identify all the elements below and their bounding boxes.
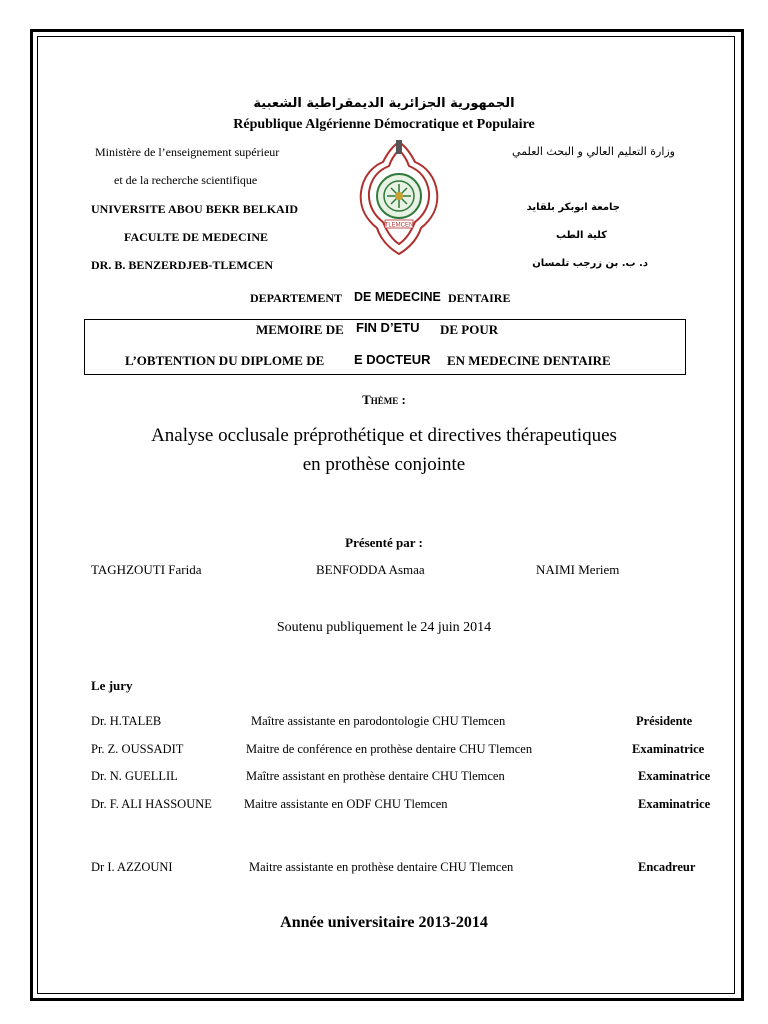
memoire-line2-overlay: E DOCTEUR xyxy=(354,352,431,367)
defense-date: Soutenu publiquement le 24 juin 2014 xyxy=(276,620,492,635)
department-left: DEPARTEMENT xyxy=(250,291,343,305)
republic-arabic: الجمهورية الجزائرية الديمقراطية الشعبية xyxy=(253,96,515,111)
department-overlay: DE MEDECINE xyxy=(354,290,441,304)
jury-member-role: Présidente xyxy=(636,714,693,728)
university-arabic: جامعة ابوبكر بلقايد xyxy=(526,202,620,213)
university-seal-logo xyxy=(355,136,443,258)
university-name: UNIVERSITE ABOU BEKR BELKAID xyxy=(91,202,299,216)
jury-member-name: Dr. F. ALI HASSOUNE xyxy=(91,797,212,811)
supervisor-title: Maitre assistante en prothèse dentaire CHU Tlemcen xyxy=(249,860,514,874)
doctor-arabic: د. ب. بن زرجب تلمسان xyxy=(532,258,648,269)
presented-label: Présenté par : xyxy=(345,535,423,550)
jury-member-title: Maitre de conférence en prothèse dentaire CHU Tlemcen xyxy=(246,742,533,756)
jury-label: Le jury xyxy=(91,678,133,693)
ministry-line2: et de la recherche scientifique xyxy=(114,173,258,187)
memoire-line1-overlay: FIN D’ETU xyxy=(356,320,420,335)
jury-member-role: Examinatrice xyxy=(632,742,705,756)
faculty-arabic: كلية الطب xyxy=(555,230,607,241)
academic-year: Année universitaire 2013-2014 xyxy=(280,914,488,931)
ministry-line1: Ministère de l’enseignement supérieur xyxy=(95,145,280,159)
jury-member-name: Dr. N. GUELLIL xyxy=(91,769,178,783)
seal-lettering: TLEMCEN xyxy=(384,222,414,229)
jury-member-name: Dr. H.TALEB xyxy=(91,714,162,728)
memoire-line2-left: L’OBTENTION DU DIPLOME DE xyxy=(125,353,325,368)
supervisor-name: Dr I. AZZOUNI xyxy=(91,860,173,874)
jury-member-title: Maître assistant en prothèse dentaire CHU Tlemcen xyxy=(246,769,505,783)
memoire-line1-right: DE POUR xyxy=(440,322,499,337)
thesis-title-line1: Analyse occlusale préprothétique et directives thérapeutiques xyxy=(151,425,617,446)
theme-label: Thème : xyxy=(362,392,406,407)
doctor-name: DR. B. BENZERDJEB-TLEMCEN xyxy=(91,258,274,272)
jury-member-role: Examinatrice xyxy=(638,769,711,783)
author-name: TAGHZOUTI Farida xyxy=(91,562,202,577)
memoire-line1-left: MEMOIRE DE xyxy=(256,322,344,337)
author-name: BENFODDA Asmaa xyxy=(316,562,425,577)
faculty-name: FACULTE DE MEDECINE xyxy=(124,230,269,244)
republic-french: République Algérienne Démocratique et Populaire xyxy=(233,117,535,132)
memoire-line2-right: EN MEDECINE DENTAIRE xyxy=(447,353,611,368)
department-right: DENTAIRE xyxy=(448,291,511,305)
thesis-title-line2: en prothèse conjointe xyxy=(302,454,466,475)
jury-member-role: Examinatrice xyxy=(638,797,711,811)
jury-member-title: Maître assistante en parodontologie CHU Tlemcen xyxy=(251,714,506,728)
jury-member-title: Maitre assistante en ODF CHU Tlemcen xyxy=(244,797,448,811)
jury-member-name: Pr. Z. OUSSADIT xyxy=(91,742,184,756)
ministry-arabic: وزارة التعليم العالي و البحث العلمي xyxy=(512,145,675,158)
supervisor-role: Encadreur xyxy=(638,860,696,874)
author-name: NAIMI Meriem xyxy=(536,562,620,577)
